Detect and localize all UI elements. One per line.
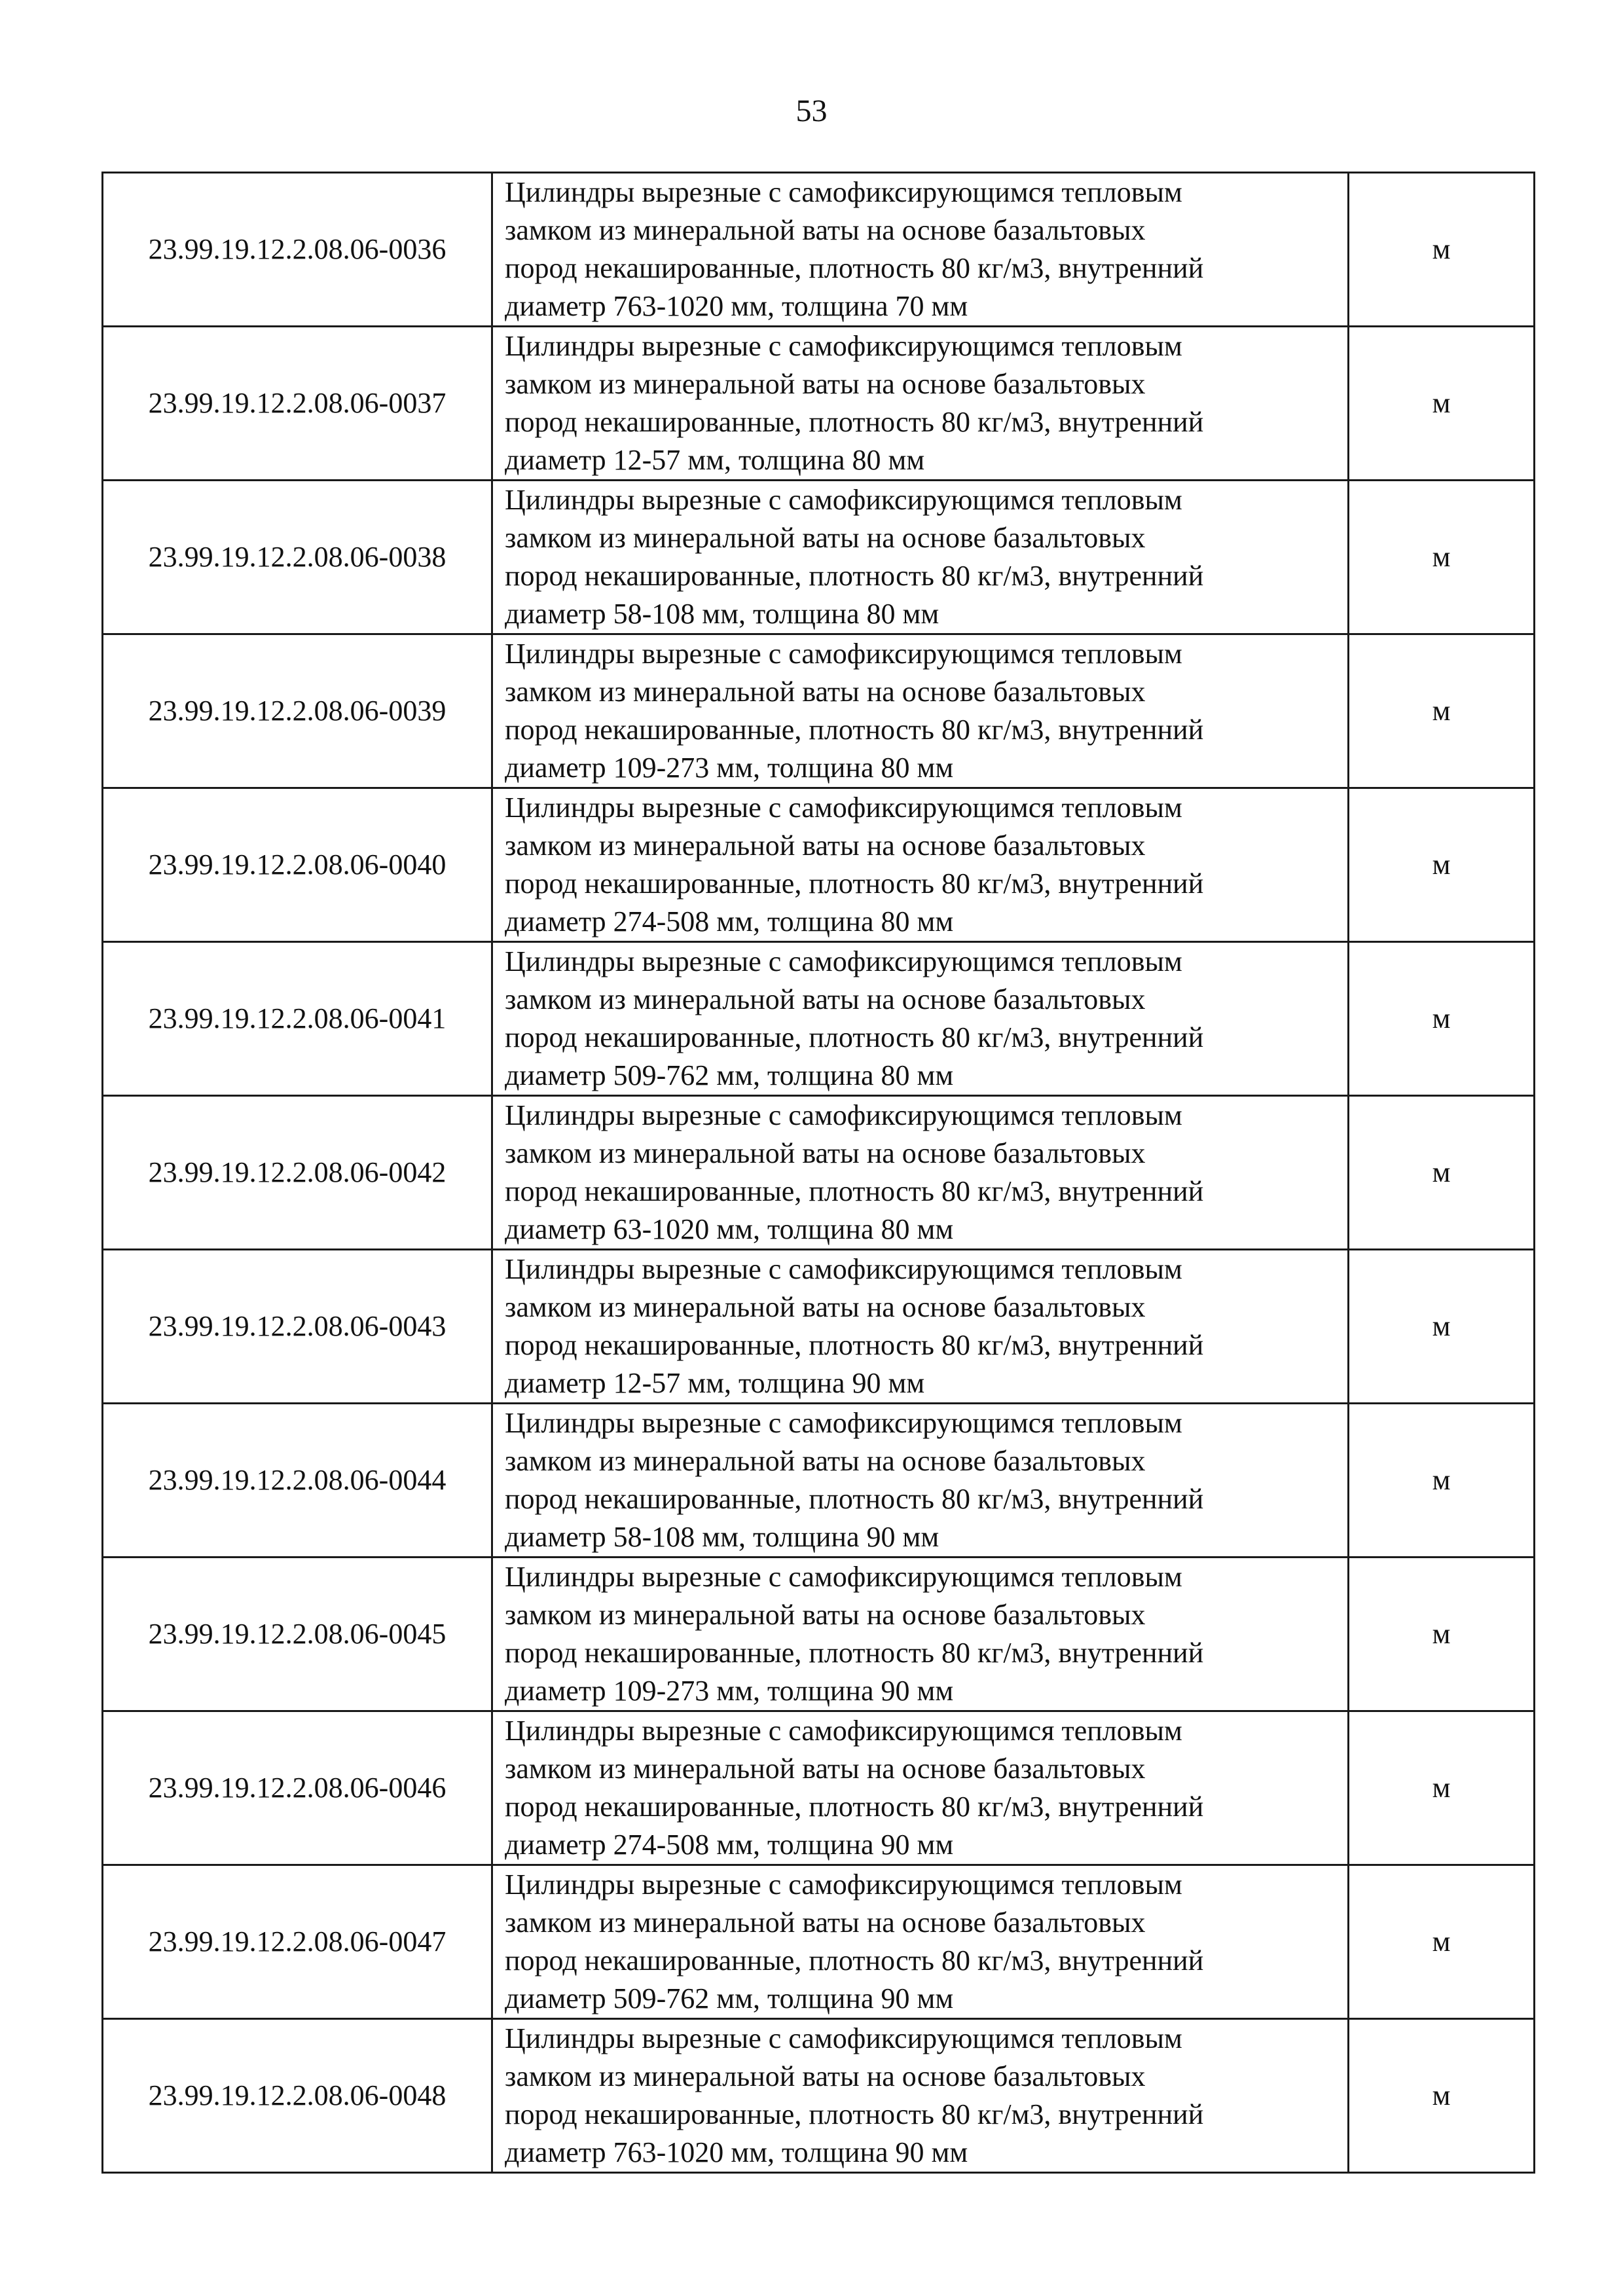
unit-of-measure: м <box>1349 1865 1535 2019</box>
description-line: диаметр 109-273 мм, толщина 80 мм <box>505 752 954 784</box>
description-line: пород некашированные, плотность 80 кг/м3, внутренний <box>505 1175 1204 1207</box>
description-line: диаметр 109-273 мм, толщина 90 мм <box>505 1675 954 1707</box>
resource-code: 23.99.19.12.2.08.06-0047 <box>103 1865 492 2019</box>
resource-description <box>492 1865 1349 2019</box>
resource-code: 23.99.19.12.2.08.06-0045 <box>103 1558 492 1711</box>
table-row <box>103 1558 1535 1711</box>
description-line: диаметр 12-57 мм, толщина 80 мм <box>505 444 925 476</box>
description-line: диаметр 58-108 мм, толщина 80 мм <box>505 598 939 630</box>
description-line: диаметр 12-57 мм, толщина 90 мм <box>505 1367 925 1399</box>
description-line: Цилиндры вырезные с самофиксирующимся тепловым <box>505 1099 1182 1131</box>
description-line: замком из минеральной ваты на основе базальтовых <box>505 1599 1146 1631</box>
unit-of-measure: м <box>1349 942 1535 1096</box>
table-row <box>103 1404 1535 1558</box>
description-line: замком из минеральной ваты на основе базальтовых <box>505 983 1146 1015</box>
description-line: диаметр 63-1020 мм, толщина 80 мм <box>505 1213 954 1245</box>
resource-code: 23.99.19.12.2.08.06-0044 <box>103 1404 492 1558</box>
unit-of-measure: м <box>1349 1711 1535 1865</box>
resource-description <box>492 788 1349 942</box>
resource-code: 23.99.19.12.2.08.06-0039 <box>103 634 492 788</box>
description-line: пород некашированные, плотность 80 кг/м3, внутренний <box>505 1329 1204 1361</box>
description-line: диаметр 509-762 мм, толщина 90 мм <box>505 1982 954 2014</box>
description-line: Цилиндры вырезные с самофиксирующимся тепловым <box>505 1868 1182 1901</box>
unit-of-measure: м <box>1349 327 1535 481</box>
unit-of-measure: м <box>1349 481 1535 634</box>
description-line: Цилиндры вырезные с самофиксирующимся тепловым <box>505 1407 1182 1439</box>
page-number: 53 <box>795 94 828 128</box>
resource-description <box>492 634 1349 788</box>
description-line: диаметр 274-508 мм, толщина 90 мм <box>505 1829 954 1861</box>
description-line: диаметр 509-762 мм, толщина 80 мм <box>505 1059 954 1091</box>
description-line: замком из минеральной ваты на основе базальтовых <box>505 1753 1146 1785</box>
description-line: Цилиндры вырезные с самофиксирующимся тепловым <box>505 176 1182 208</box>
description-line: пород некашированные, плотность 80 кг/м3, внутренний <box>505 560 1204 592</box>
resource-description <box>492 1250 1349 1404</box>
resource-code: 23.99.19.12.2.08.06-0040 <box>103 788 492 942</box>
resource-description <box>492 1404 1349 1558</box>
description-line: Цилиндры вырезные с самофиксирующимся тепловым <box>505 330 1182 362</box>
unit-of-measure: м <box>1349 634 1535 788</box>
description-line: Цилиндры вырезные с самофиксирующимся тепловым <box>505 945 1182 977</box>
description-line: пород некашированные, плотность 80 кг/м3, внутренний <box>505 2098 1204 2130</box>
resource-description <box>492 481 1349 634</box>
description-line: Цилиндры вырезные с самофиксирующимся тепловым <box>505 1715 1182 1747</box>
description-line: Цилиндры вырезные с самофиксирующимся тепловым <box>505 1253 1182 1285</box>
description-line: Цилиндры вырезные с самофиксирующимся тепловым <box>505 2022 1182 2054</box>
unit-of-measure: м <box>1349 1404 1535 1558</box>
description-line: Цилиндры вырезные с самофиксирующимся тепловым <box>505 638 1182 670</box>
description-line: замком из минеральной ваты на основе базальтовых <box>505 368 1146 400</box>
resource-code: 23.99.19.12.2.08.06-0036 <box>103 173 492 327</box>
unit-of-measure: м <box>1349 788 1535 942</box>
resource-description <box>492 1711 1349 1865</box>
description-line: пород некашированные, плотность 80 кг/м3, внутренний <box>505 1944 1204 1977</box>
description-line: замком из минеральной ваты на основе базальтовых <box>505 829 1146 862</box>
resource-description <box>492 2019 1349 2173</box>
resource-code: 23.99.19.12.2.08.06-0038 <box>103 481 492 634</box>
unit-of-measure: м <box>1349 1096 1535 1250</box>
resource-table <box>101 172 1535 2174</box>
description-line: замком из минеральной ваты на основе базальтовых <box>505 1906 1146 1939</box>
resource-description <box>492 327 1349 481</box>
resource-code: 23.99.19.12.2.08.06-0043 <box>103 1250 492 1404</box>
table-row <box>103 481 1535 634</box>
unit-of-measure: м <box>1349 2019 1535 2173</box>
unit-of-measure: м <box>1349 1250 1535 1404</box>
description-line: замком из минеральной ваты на основе базальтовых <box>505 1445 1146 1477</box>
table-row <box>103 2019 1535 2173</box>
resource-description <box>492 942 1349 1096</box>
unit-of-measure: м <box>1349 1558 1535 1711</box>
description-line: Цилиндры вырезные с самофиксирующимся тепловым <box>505 792 1182 824</box>
resource-code: 23.99.19.12.2.08.06-0046 <box>103 1711 492 1865</box>
description-line: диаметр 58-108 мм, толщина 90 мм <box>505 1521 939 1553</box>
resource-code: 23.99.19.12.2.08.06-0042 <box>103 1096 492 1250</box>
table-row <box>103 1250 1535 1404</box>
table-row <box>103 634 1535 788</box>
description-line: диаметр 274-508 мм, толщина 80 мм <box>505 905 954 938</box>
table-row <box>103 1096 1535 1250</box>
description-line: замком из минеральной ваты на основе базальтовых <box>505 1291 1146 1323</box>
description-line: пород некашированные, плотность 80 кг/м3, внутренний <box>505 1791 1204 1823</box>
resource-code: 23.99.19.12.2.08.06-0048 <box>103 2019 492 2173</box>
table-body <box>103 173 1535 2173</box>
description-line: пород некашированные, плотность 80 кг/м3, внутренний <box>505 867 1204 900</box>
table-row <box>103 1865 1535 2019</box>
resource-description <box>492 1096 1349 1250</box>
description-line: замком из минеральной ваты на основе базальтовых <box>505 1137 1146 1169</box>
table-row <box>103 327 1535 481</box>
description-line: диаметр 763-1020 мм, толщина 70 мм <box>505 290 968 322</box>
resource-description <box>492 173 1349 327</box>
description-line: Цилиндры вырезные с самофиксирующимся тепловым <box>505 1561 1182 1593</box>
description-line: замком из минеральной ваты на основе базальтовых <box>505 2060 1146 2092</box>
resource-code: 23.99.19.12.2.08.06-0037 <box>103 327 492 481</box>
table-row <box>103 173 1535 327</box>
description-line: пород некашированные, плотность 80 кг/м3, внутренний <box>505 1637 1204 1669</box>
table-row <box>103 788 1535 942</box>
description-line: пород некашированные, плотность 80 кг/м3, внутренний <box>505 406 1204 438</box>
table-row <box>103 1711 1535 1865</box>
description-line: Цилиндры вырезные с самофиксирующимся тепловым <box>505 484 1182 516</box>
description-line: замком из минеральной ваты на основе базальтовых <box>505 676 1146 708</box>
description-line: пород некашированные, плотность 80 кг/м3, внутренний <box>505 1483 1204 1515</box>
description-line: замком из минеральной ваты на основе базальтовых <box>505 522 1146 554</box>
description-line: пород некашированные, плотность 80 кг/м3, внутренний <box>505 252 1204 284</box>
resource-description <box>492 1558 1349 1711</box>
resource-code: 23.99.19.12.2.08.06-0041 <box>103 942 492 1096</box>
table-row <box>103 942 1535 1096</box>
description-line: пород некашированные, плотность 80 кг/м3, внутренний <box>505 714 1204 746</box>
description-line: пород некашированные, плотность 80 кг/м3, внутренний <box>505 1021 1204 1053</box>
unit-of-measure: м <box>1349 173 1535 327</box>
description-line: диаметр 763-1020 мм, толщина 90 мм <box>505 2136 968 2168</box>
description-line: замком из минеральной ваты на основе базальтовых <box>505 214 1146 246</box>
